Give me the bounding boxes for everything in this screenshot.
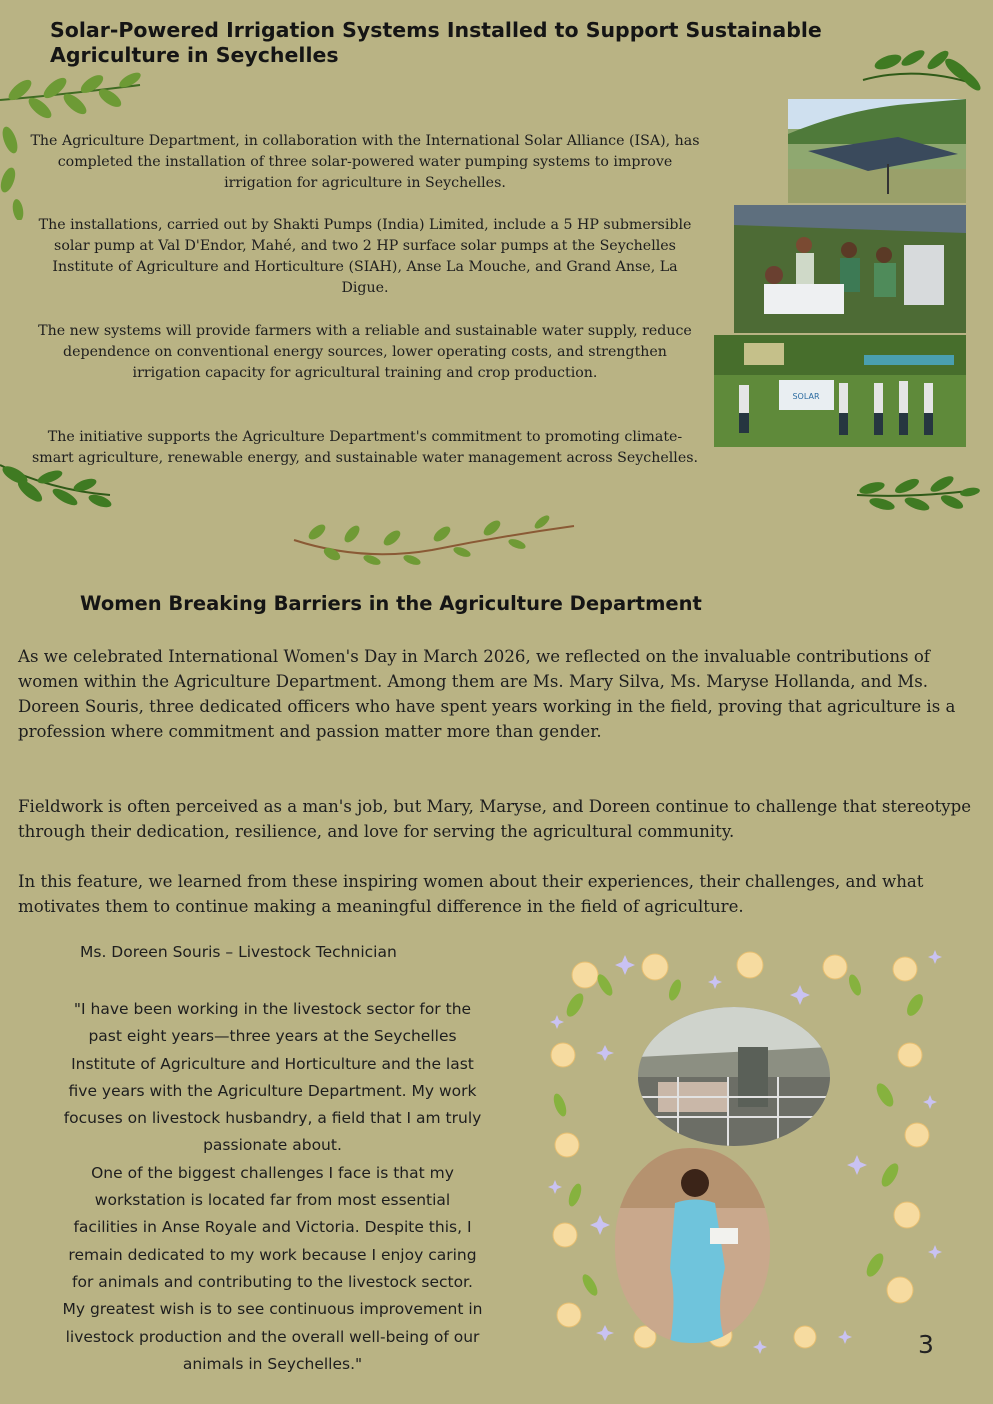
doreen-portrait-photo — [615, 1148, 770, 1343]
solar-paragraph-2: The installations, carried out by Shakti Pumps (India) Limited, include a 5 HP submersible solar pump at Val D'Endor, Mahé, and two 2 HP surface solar pumps at the Seychelles Institute of Agriculture and Horticulture (SIAH), Anse La Mouche, and Grand Anse, La Digue. — [38, 217, 692, 296]
solar-panel-field-photo — [788, 99, 966, 203]
technicians-installing-pump-photo — [734, 205, 966, 333]
solar-irrigation-headline — [50, 18, 870, 68]
women-paragraph-3: In this feature, we learned from these inspiring women about their experiences, their challenges, and what motivates them to continue making a meaningful difference in the field of agriculture. — [18, 872, 924, 916]
vine-divider-decoration — [292, 512, 577, 572]
headline-line-2: Agriculture in Seychelles — [50, 43, 339, 67]
women-feature-headline: Women Breaking Barriers in the Agriculture Department — [80, 592, 702, 615]
doreen-quote: "I have been working in the livestock sector for the past eight years—three years at the Seychelles Institute of Agriculture and Horticulture and the last five years with the Agriculture Department. My work focuses on livestock husbandry, a field that I am truly passionate about. One of the biggest challenges I face is that my workstation is located far from most essential facilities in Anse Royale and Victoria. Despite this, I remain dedicated to my work because I enjoy caring for animals and contributing to the livestock sector. My greatest wish is to see continuous improvement in livestock production and the overall well-being of our animals in Seychelles." — [62, 1000, 483, 1373]
women-paragraph-1: As we celebrated International Women's Day in March 2026, we reflected on the invaluable contributions of women within the Agriculture Department. Among them are Ms. Mary Silva, Ms. Maryse Hollanda, and Ms. Doreen Souris, three dedicated officers who have spent years working in the field, proving that agriculture is a profession where commitment and passion matter more than gender. — [18, 647, 956, 741]
leaf-branch-top-right-decoration — [858, 40, 988, 100]
leaf-branch-right-decoration — [852, 470, 982, 520]
solar-paragraph-4: The initiative supports the Agriculture Department's commitment to promoting climate-smart agriculture, renewable energy, and sustainable water management across Seychelles. — [31, 429, 699, 466]
headline-line-1: Solar-Powered Irrigation Systems Installed to Support Sustainable — [50, 18, 822, 42]
women-paragraph-2: Fieldwork is often perceived as a man's job, but Mary, Maryse, and Doreen continue to challenge that stereotype through their dedication, resilience, and love for serving the agricultural community. — [18, 797, 972, 841]
page-number: 3 — [918, 1330, 934, 1359]
livestock-pen-photo — [638, 1007, 830, 1146]
group-photo-with-banner — [714, 335, 966, 447]
profile-subheading: Ms. Doreen Souris – Livestock Technician — [80, 943, 397, 961]
banner-text: SOLAR — [792, 392, 820, 401]
solar-paragraph-1: The Agriculture Department, in collaboration with the International Solar Alliance (ISA), has completed the installation of three solar-powered water pumping systems to improve irrigation for agriculture in Seychelles. — [30, 133, 700, 191]
solar-paragraph-3: The new systems will provide farmers with a reliable and sustainable water supply, reduce dependence on conventional energy sources, lower operating costs, and strengthen irrigation capacity for agricultural training and crop production. — [38, 323, 692, 381]
